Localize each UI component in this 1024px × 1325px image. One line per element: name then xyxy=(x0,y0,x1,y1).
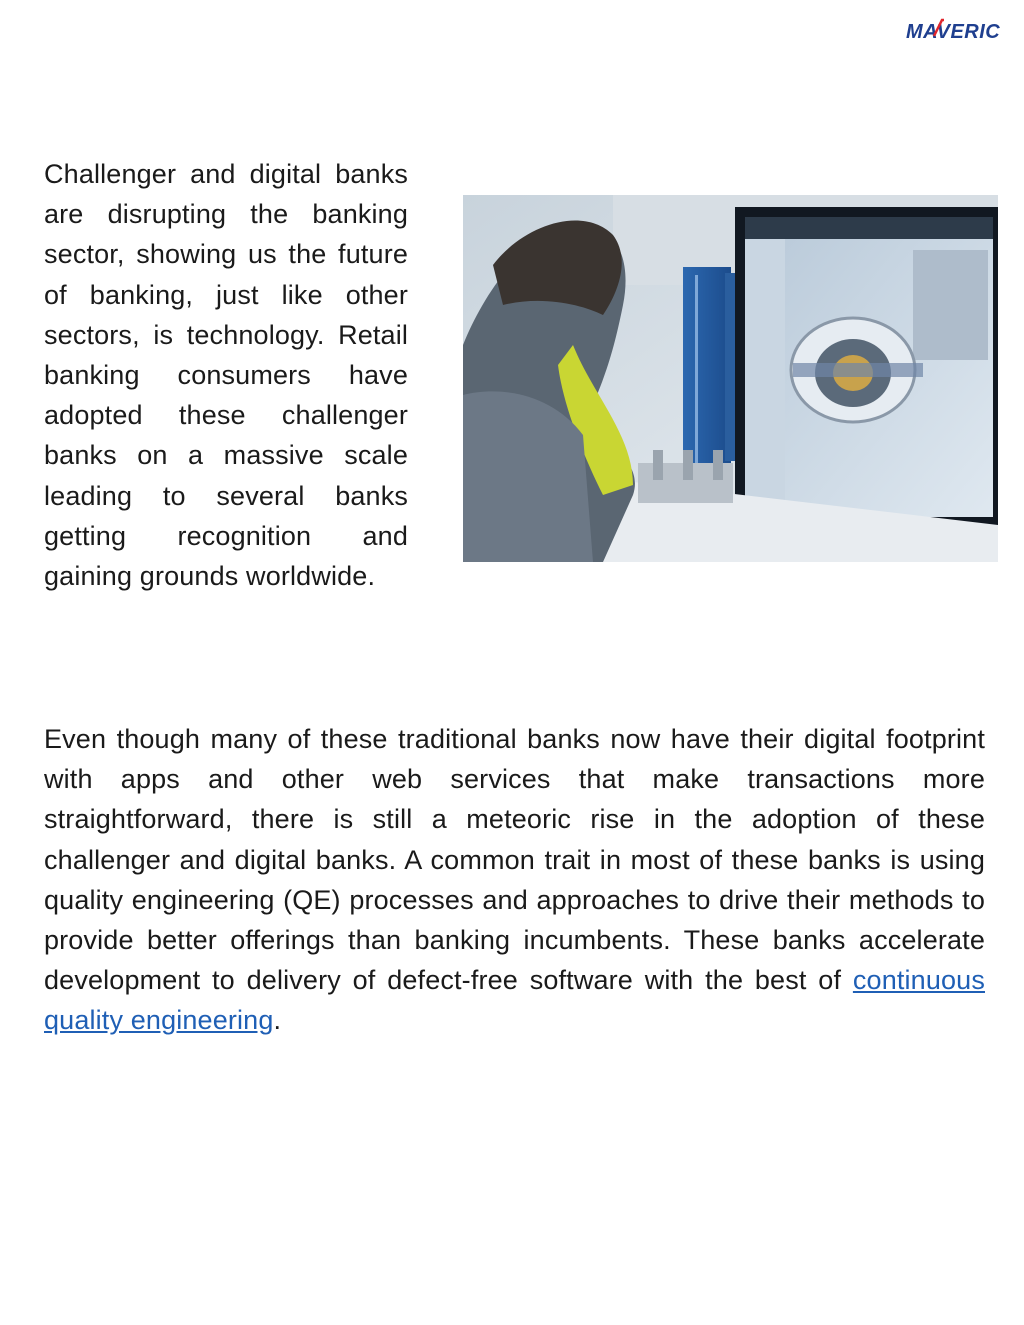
continuous-quality-engineering-link[interactable]: continuous quality engineering xyxy=(44,965,985,1036)
body-paragraph xyxy=(44,719,985,1041)
body-text-end: . xyxy=(273,1005,282,1036)
svg-text:MAVERIC: MAVERIC xyxy=(906,21,1001,43)
body-text: Even though many of these traditional banks now have their digital footprint with apps and other web services that make transactions more straightforward, there is still a meteoric rise in the adoption of these challenger and digital banks. A common trait in most of these banks is using quality engineering (QE) processes and approaches to drive their methods to provide better offerings than banking incumbents. These banks accelerate development to delivery of defect-free software with the best of xyxy=(44,724,985,996)
maveric-logo xyxy=(904,14,1016,44)
intro-paragraph: Challenger and digital banks are disrupting the banking sector, showing us the future of banking, just like other sectors, is technology. Retail banking consumers have adopted these challenger banks on a massive scale leading to several banks getting recognition and gaining grounds worldwide. xyxy=(44,159,408,592)
engineer-monitor-photo xyxy=(463,195,998,562)
